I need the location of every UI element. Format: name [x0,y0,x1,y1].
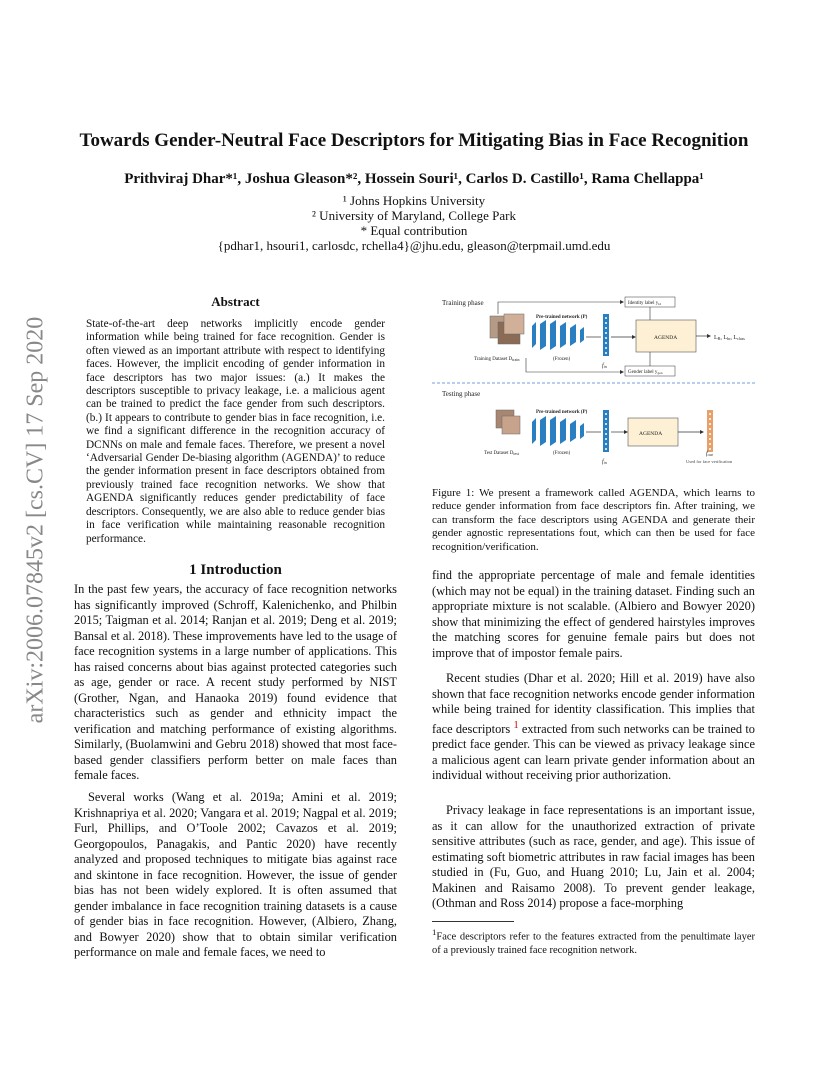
loss-terms: LB, Lbr, Lclass [714,335,745,341]
f-in-vector-test [603,410,609,452]
abstract-heading: Abstract [211,294,260,309]
svg-text:fout: fout [706,451,713,457]
svg-text:AGENDA: AGENDA [639,431,663,437]
svg-text:(Frozen): (Frozen) [553,357,571,362]
arxiv-stamp[interactable] [20,285,52,755]
f-out-vector [707,410,713,452]
test-face-images [496,410,520,434]
training-face-images [490,314,524,344]
author-list: Prithviraj Dhar*¹, Joshua Gleason*², Hossein Souri¹, Carlos D. Castillo¹, Rama Chellappa¹ [124,171,704,187]
gender-label-box: Gender label $y_{gen}$ [628,370,663,375]
arxiv-stamp-text: arXiv:2006.07845v2 [cs.CV] 17 Sep 2020 [22,316,49,724]
svg-text:fin: fin [602,363,607,369]
used-for-verification-label: Used for face verification [686,459,733,464]
pretrained-network-train [532,320,584,350]
svg-text:Training Dataset Dtrain: Training Dataset $D_{train}$ [474,357,520,362]
footnote-1-marker[interactable]: 1 [513,719,519,731]
svg-text:Test Dataset Dtest: Test Dataset $D_{test}$ [484,451,519,456]
pretrained-network-label-test: Pre-trained network (P) [536,410,588,415]
intro-right-paragraph-3: Privacy leakage in face representations is an important issue, as it can allow for the unauthorized extraction of private sensitive attributes (such as race, gender, and age). This issue of estimating soft biometric attributes in raw facial images has been studied in (Fu, Guo, and Huang 2010; Lu, Jain et al. 2004; Makinen and Raisamo 2008). To prevent gender leakage, (Othman and Ross 2014) propose a face-morphing [432,803,755,910]
svg-text:fin: fin [602,459,607,465]
intro-right-paragraph-1: find the appropriate percentage of male and female identities (which may not be equal) in the training dataset. Finding such an appropriate mixture is not scalable. (Albiero and Bowyer 2020) show that minimizing the effect of gendered hairstyles improves the matching scores for genuine female pairs but does not improve that of impostor female pairs. [432,568,755,660]
identity-label-box: Identity label $y_{id}$ [628,301,662,306]
training-phase-label: Training phase [442,299,484,307]
testing-phase-label: Testing phase [442,390,481,398]
svg-text:AGENDA: AGENDA [654,335,678,341]
intro-paragraph-1: In the past few years, the accuracy of face recognition networks has significantly improved (Schroff, Kalenichenko, and Philbin 2015; Taigman et al. 2014; Ranjan et al. 2019; Deng et al. 2019; Bansal et al. 2018). These improvements have led to the usage of face recognition systems in a large number of applications. This has raised concerns about bias against protected categories such as age, gender or race. A recent study performed by NIST (Grother, Ngan, and Hanaoka 2019) found evidence that characteristics such as gender and ethnicity impact the verification and matching performance of existing algorithms. Similarly, (Buolamwini and Gebru 2018) showed that most face-based gender classifiers perform better on male faces than female faces. [74,582,397,782]
intro-right-paragraph-2: Recent studies (Dhar et al. 2020; Hill et al. 2019) have also shown that face recognition networks encode gender information while being trained for identity classification. This implies that face descriptors $^1$ extracted from such networks can be trained to predict face gender. This can be viewed as privacy leakage since a malicious agent can learn private gender information about an individual without receiving prior authorization. [432,671,755,783]
intro-paragraph-2: Several works (Wang et al. 2019a; Amini et al. 2019; Krishnapriya et al. 2020; Vangara et al. 2019; Nagpal et al. 2019; Furl, Phillips, and O’Toole 2002; Cavazos et al. 2019; Georgopoulos, Panagakis, and Pantic 2020) have recently analyzed and proposed techniques to mitigate bias against race and skintone in face recognition. However, the issue of gender bias has not been widely explored. It is often assumed that gender imbalance in face recognition training datasets is a cause of gender bias in face recognition. However, (Albiero, Zhang, and Bowyer 2020) show that to obtain similar verification performance on male and female faces, we need to [74,790,397,959]
paper-title: Towards Gender-Neutral Face Descriptors for Mitigating Bias in Face Recognition [79,130,749,151]
footnote-1: $^1$Face descriptors refer to the features extracted from the penultimate layer of a previously trained face recognition network. [432,927,755,956]
author-emails[interactable]: {pdhar1, hsouri1, carlosdc, rchella4}@jhu.edu, gleason@terpmail.umd.edu [217,238,611,253]
affiliation-jhu: ¹ Johns Hopkins University [342,193,486,208]
figure-1-agenda-diagram [432,292,755,472]
svg-text:(Frozen): (Frozen) [553,451,571,456]
section-heading-introduction: 1 Introduction [189,562,282,578]
pretrained-network-test [532,416,584,446]
figure-1-caption: Figure 1: We present a framework called AGENDA, which learns to reduce gender information from face descriptors fin. After training, we can transform the face descriptors using AGENDA and generate their gender agnostic representations fout, which can then be used for face recognition/verification. [432,487,755,553]
footnote-rule [432,921,514,922]
equal-contribution-note: * Equal contribution [360,223,468,238]
pretrained-network-label-train: Pre-trained network (P) [536,315,588,320]
f-in-vector-train [603,314,609,356]
affiliation-umd: ² University of Maryland, College Park [312,208,516,223]
abstract-text: State-of-the-art deep networks implicitly encode gender information while being trained for face recognition. Gender is often viewed as an important attribute with respect to identifying faces. However, the implicit encoding of gender information in face descriptors has two major issues: (a.) It makes the descriptors susceptible to privacy leakage, i.e. a malicious agent can be trained to predict the face gender from such descriptors. (b.) It appears to contribute to gender bias in face recognition, i.e. we find a significant difference in the recognition accuracy of DCNNs on male and female faces. Therefore, we present a novel ‘Adversarial Gender De-biasing algorithm (AGENDA)’ to reduce the gender information present in face descriptors obtained from previously trained face recognition networks. We show that AGENDA significantly reduces gender predictability of face descriptors. Consequently, we are also able to reduce gender bias in face verification while maintaining reasonable recognition performance. [86,318,385,545]
